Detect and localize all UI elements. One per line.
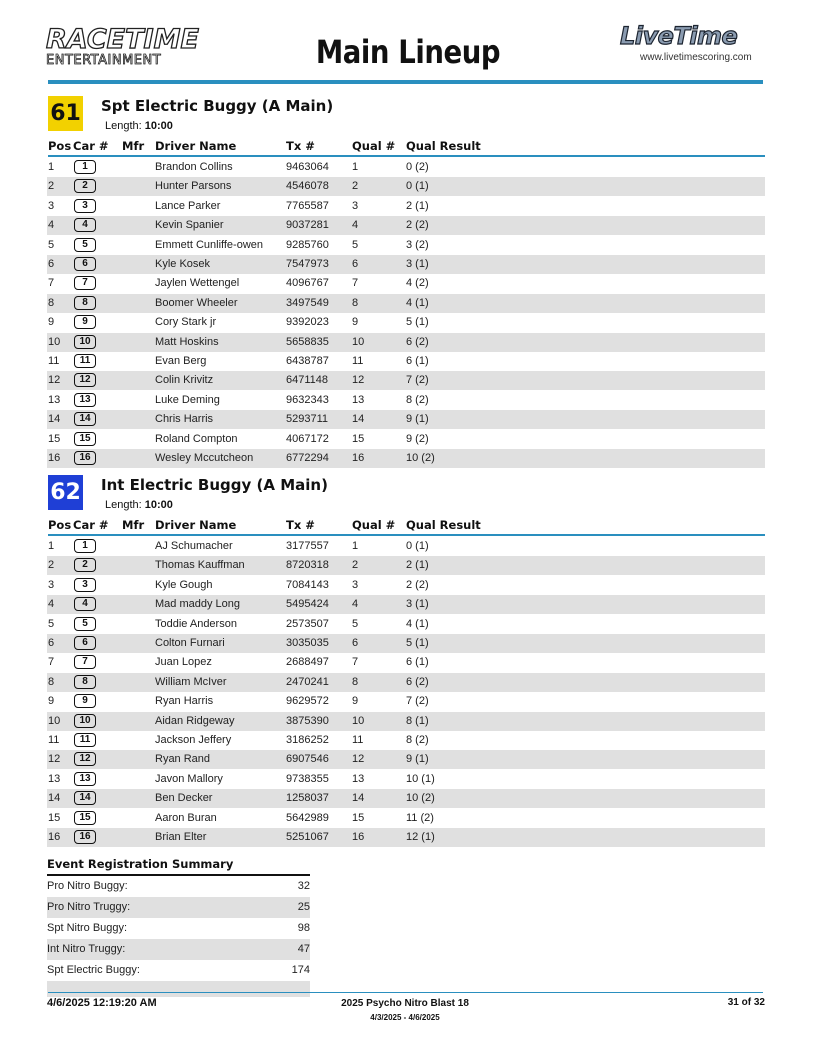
qual-number-cell: 7 bbox=[352, 656, 359, 669]
driver-name-cell: Cory Stark jr bbox=[155, 316, 217, 329]
table-row bbox=[47, 255, 765, 274]
transponder-cell: 3177557 bbox=[286, 540, 329, 552]
qual-number-cell: 12 bbox=[352, 374, 365, 387]
qual-result-cell: 10 (2) bbox=[406, 452, 435, 464]
transponder-cell: 9463064 bbox=[286, 161, 329, 173]
qual-result-cell: 3 (1) bbox=[406, 598, 429, 611]
qual-number-cell: 11 bbox=[352, 734, 364, 746]
transponder-cell: 5642989 bbox=[286, 811, 329, 824]
driver-name-cell: Thomas Kauffman bbox=[155, 559, 245, 572]
car-number-badge: 11 bbox=[74, 354, 96, 368]
car-number-badge: 13 bbox=[74, 772, 96, 786]
column-header-mfr: Mfr bbox=[122, 518, 145, 532]
qual-result-cell: 4 (1) bbox=[406, 617, 429, 630]
qual-result-cell: 4 (2) bbox=[406, 277, 429, 290]
qual-result-cell: 2 (1) bbox=[406, 559, 429, 572]
summary-row bbox=[47, 981, 310, 997]
transponder-cell: 3186252 bbox=[286, 734, 329, 746]
driver-name-cell: Ryan Rand bbox=[155, 753, 211, 766]
driver-name-cell: Brandon Collins bbox=[155, 161, 233, 173]
qual-number-cell: 14 bbox=[352, 792, 365, 805]
race-length-value: 10:00 bbox=[144, 499, 173, 511]
summary-class-label: Int Nitro Truggy: bbox=[47, 943, 126, 955]
table-row bbox=[47, 556, 765, 575]
qual-number-cell: 9 bbox=[352, 316, 359, 329]
table-row bbox=[47, 313, 765, 332]
qual-result-cell: 6 (2) bbox=[406, 675, 429, 688]
qual-number-cell: 1 bbox=[352, 161, 359, 173]
summary-row bbox=[47, 918, 310, 939]
logo-left-subtitle: ENTERTAINMENT bbox=[46, 53, 162, 68]
driver-name-cell: Javon Mallory bbox=[155, 772, 223, 785]
position-cell: 6 bbox=[48, 637, 55, 649]
table-row bbox=[47, 673, 765, 692]
position-cell: 12 bbox=[48, 374, 61, 387]
qual-number-cell: 13 bbox=[352, 772, 365, 785]
column-header-pos: Pos bbox=[48, 139, 72, 153]
column-header-pos: Pos bbox=[48, 518, 72, 532]
qual-result-cell: 6 (1) bbox=[406, 355, 429, 367]
event-name: 2025 Psycho Nitro Blast 18 bbox=[341, 998, 469, 1009]
column-header-qual: Qual # bbox=[352, 518, 396, 532]
position-cell: 9 bbox=[48, 316, 55, 329]
summary-row bbox=[47, 939, 310, 960]
position-cell: 16 bbox=[48, 831, 61, 843]
qual-result-cell: 8 (2) bbox=[406, 734, 429, 746]
table-row bbox=[47, 371, 765, 390]
table-row bbox=[47, 333, 765, 352]
position-cell: 1 bbox=[48, 161, 55, 173]
qual-result-cell: 7 (2) bbox=[406, 695, 429, 708]
transponder-cell: 9285760 bbox=[286, 238, 329, 251]
driver-name-cell: Emmett Cunliffe-owen bbox=[155, 238, 264, 251]
transponder-cell: 5658835 bbox=[286, 335, 329, 348]
table-row bbox=[47, 731, 765, 750]
position-cell: 4 bbox=[48, 598, 55, 611]
transponder-cell: 3497549 bbox=[286, 296, 329, 309]
driver-name-cell: Chris Harris bbox=[155, 413, 214, 426]
qual-number-cell: 3 bbox=[352, 199, 359, 212]
table-row bbox=[47, 789, 765, 808]
summary-class-label: Spt Nitro Buggy: bbox=[47, 922, 128, 934]
qual-number-cell: 7 bbox=[352, 277, 359, 290]
driver-name-cell: William McIver bbox=[155, 675, 227, 688]
transponder-cell: 4067172 bbox=[286, 432, 329, 445]
position-cell: 4 bbox=[48, 219, 55, 232]
qual-result-cell: 7 (2) bbox=[406, 374, 429, 387]
summary-class-count: 32 bbox=[297, 880, 310, 892]
qual-result-cell: 8 (2) bbox=[406, 393, 429, 406]
qual-number-cell: 5 bbox=[352, 617, 359, 630]
car-number-badge: 7 bbox=[74, 276, 96, 290]
driver-name-cell: Mad maddy Long bbox=[155, 598, 240, 611]
transponder-cell: 8720318 bbox=[286, 559, 329, 572]
position-cell: 9 bbox=[48, 695, 55, 708]
qual-number-cell: 10 bbox=[352, 335, 365, 348]
driver-name-cell: Luke Deming bbox=[155, 393, 220, 406]
table-row bbox=[47, 391, 765, 410]
table-row bbox=[47, 809, 765, 828]
qual-result-cell: 3 (2) bbox=[406, 238, 429, 251]
transponder-cell: 6907546 bbox=[286, 753, 329, 766]
transponder-cell: 9632343 bbox=[286, 393, 329, 406]
page-number: 31 of 32 bbox=[727, 997, 765, 1008]
position-cell: 7 bbox=[48, 656, 55, 669]
table-row bbox=[47, 449, 765, 468]
position-cell: 7 bbox=[48, 277, 55, 290]
table-header-divider bbox=[48, 155, 765, 157]
car-number-badge: 14 bbox=[74, 791, 96, 805]
column-header-tx: Tx # bbox=[286, 518, 315, 532]
qual-result-cell: 9 (2) bbox=[406, 432, 429, 445]
transponder-cell: 9392023 bbox=[286, 316, 329, 329]
summary-class-count: 47 bbox=[297, 943, 310, 955]
car-number-badge: 16 bbox=[74, 451, 96, 465]
qual-result-cell: 10 (1) bbox=[406, 772, 435, 785]
position-cell: 13 bbox=[48, 772, 61, 785]
position-cell: 14 bbox=[48, 413, 61, 426]
driver-name-cell: Kyle Kosek bbox=[155, 258, 211, 270]
transponder-cell: 9629572 bbox=[286, 695, 329, 708]
position-cell: 14 bbox=[48, 792, 61, 805]
position-cell: 11 bbox=[48, 355, 60, 367]
table-row bbox=[47, 653, 765, 672]
position-cell: 15 bbox=[48, 811, 61, 824]
transponder-cell: 2688497 bbox=[286, 656, 329, 669]
table-row bbox=[47, 274, 765, 293]
qual-number-cell: 6 bbox=[352, 637, 359, 649]
car-number-badge: 2 bbox=[74, 558, 96, 572]
qual-result-cell: 6 (1) bbox=[406, 656, 429, 669]
table-row bbox=[47, 692, 765, 711]
table-row bbox=[47, 430, 765, 449]
qual-result-cell: 2 (2) bbox=[406, 578, 429, 591]
summary-class-count: 25 bbox=[297, 901, 310, 913]
qual-result-cell: 3 (1) bbox=[406, 258, 429, 270]
transponder-cell: 5251067 bbox=[286, 831, 329, 843]
car-number-badge: 1 bbox=[74, 539, 96, 553]
qual-result-cell: 5 (1) bbox=[406, 637, 429, 649]
transponder-cell: 6772294 bbox=[286, 452, 329, 464]
table-row bbox=[47, 595, 765, 614]
qual-number-cell: 8 bbox=[352, 296, 359, 309]
qual-result-cell: 4 (1) bbox=[406, 296, 429, 309]
car-number-badge: 15 bbox=[74, 432, 96, 446]
car-number-badge: 4 bbox=[74, 218, 96, 232]
transponder-cell: 5495424 bbox=[286, 598, 329, 611]
driver-name-cell: Matt Hoskins bbox=[155, 335, 219, 348]
car-number-badge: 1 bbox=[74, 160, 96, 174]
event-dates: 4/3/2025 - 4/6/2025 bbox=[370, 1013, 440, 1022]
qual-result-cell: 2 (2) bbox=[406, 219, 429, 232]
position-cell: 12 bbox=[48, 753, 61, 766]
car-number-badge: 11 bbox=[74, 733, 96, 747]
table-header-divider bbox=[48, 534, 765, 536]
race-length-label: Length: bbox=[105, 120, 142, 132]
qual-number-cell: 5 bbox=[352, 238, 359, 251]
car-number-badge: 13 bbox=[74, 393, 96, 407]
car-number-badge: 3 bbox=[74, 578, 96, 592]
transponder-cell: 3875390 bbox=[286, 714, 329, 727]
transponder-cell: 2573507 bbox=[286, 617, 329, 630]
qual-result-cell: 0 (2) bbox=[406, 161, 429, 173]
position-cell: 15 bbox=[48, 432, 61, 445]
summary-class-label: Pro Nitro Truggy: bbox=[47, 901, 131, 913]
summary-row bbox=[47, 960, 310, 981]
livetime-url: www.livetimescoring.com bbox=[640, 52, 752, 63]
event-info bbox=[300, 998, 510, 1022]
car-number-badge: 5 bbox=[74, 238, 96, 252]
transponder-cell: 5293711 bbox=[286, 413, 329, 426]
qual-number-cell: 16 bbox=[352, 831, 365, 843]
transponder-cell: 9037281 bbox=[286, 219, 329, 232]
position-cell: 11 bbox=[48, 734, 60, 746]
race-length-value: 10:00 bbox=[144, 120, 173, 132]
car-number-badge: 6 bbox=[74, 636, 96, 650]
table-row bbox=[47, 236, 765, 255]
racetime-logo bbox=[46, 24, 199, 69]
header-divider bbox=[48, 80, 763, 84]
table-row bbox=[47, 352, 765, 371]
transponder-cell: 3035035 bbox=[286, 637, 329, 649]
column-header-car: Car # bbox=[73, 139, 109, 153]
column-header-qual: Qual # bbox=[352, 139, 396, 153]
transponder-cell: 1258037 bbox=[286, 792, 329, 805]
position-cell: 5 bbox=[48, 238, 55, 251]
table-row bbox=[47, 750, 765, 769]
table-row bbox=[47, 216, 765, 235]
qual-result-cell: 0 (1) bbox=[406, 540, 429, 552]
car-number-badge: 14 bbox=[74, 412, 96, 426]
driver-name-cell: Kyle Gough bbox=[155, 578, 213, 591]
position-cell: 6 bbox=[48, 258, 55, 270]
table-row bbox=[47, 712, 765, 731]
summary-row bbox=[47, 897, 310, 918]
summary-class-count: 98 bbox=[297, 922, 310, 934]
qual-number-cell: 6 bbox=[352, 258, 359, 270]
footer-divider bbox=[48, 992, 763, 993]
driver-name-cell: Lance Parker bbox=[155, 199, 221, 212]
table-row bbox=[47, 537, 765, 556]
qual-number-cell: 4 bbox=[352, 219, 359, 232]
livetime-wordmark: LiveTime bbox=[620, 22, 738, 50]
driver-name-cell: AJ Schumacher bbox=[155, 540, 233, 552]
race-number-badge: 62 bbox=[48, 475, 83, 510]
table-row bbox=[47, 294, 765, 313]
car-number-badge: 12 bbox=[74, 752, 96, 766]
qual-result-cell: 5 (1) bbox=[406, 316, 429, 329]
qual-result-cell: 9 (1) bbox=[406, 413, 429, 426]
car-number-badge: 8 bbox=[74, 675, 96, 689]
transponder-cell: 7765587 bbox=[286, 199, 329, 212]
driver-name-cell: Aidan Ridgeway bbox=[155, 714, 235, 727]
qual-result-cell: 0 (1) bbox=[406, 180, 429, 193]
position-cell: 3 bbox=[48, 578, 55, 591]
qual-number-cell: 10 bbox=[352, 714, 365, 727]
driver-name-cell: Jaylen Wettengel bbox=[155, 277, 240, 290]
summary-class-count: 174 bbox=[291, 964, 310, 976]
driver-name-cell: Colin Krivitz bbox=[155, 374, 214, 387]
driver-name-cell: Juan Lopez bbox=[155, 656, 212, 669]
qual-number-cell: 8 bbox=[352, 675, 359, 688]
position-cell: 5 bbox=[48, 617, 55, 630]
qual-number-cell: 3 bbox=[352, 578, 359, 591]
column-header-tx: Tx # bbox=[286, 139, 315, 153]
table-row bbox=[47, 197, 765, 216]
driver-name-cell: Ben Decker bbox=[155, 792, 213, 805]
qual-result-cell: 10 (2) bbox=[406, 792, 435, 805]
driver-name-cell: Colton Furnari bbox=[155, 637, 225, 649]
column-header-mfr: Mfr bbox=[122, 139, 145, 153]
table-row bbox=[47, 615, 765, 634]
driver-name-cell: Jackson Jeffery bbox=[155, 734, 232, 746]
qual-number-cell: 2 bbox=[352, 559, 359, 572]
qual-result-cell: 9 (1) bbox=[406, 753, 429, 766]
summary-class-label: Pro Nitro Buggy: bbox=[47, 880, 128, 892]
transponder-cell: 2470241 bbox=[286, 675, 329, 688]
position-cell: 13 bbox=[48, 393, 61, 406]
column-header-car: Car # bbox=[73, 518, 109, 532]
page-title: Main Lineup bbox=[315, 33, 501, 71]
car-number-badge: 8 bbox=[74, 296, 96, 310]
driver-name-cell: Toddie Anderson bbox=[155, 617, 237, 630]
position-cell: 2 bbox=[48, 559, 55, 572]
livetime-logo bbox=[620, 22, 764, 63]
qual-number-cell: 15 bbox=[352, 811, 365, 824]
car-number-badge: 4 bbox=[74, 597, 96, 611]
driver-name-cell: Kevin Spanier bbox=[155, 219, 224, 232]
qual-result-cell: 11 (2) bbox=[406, 811, 434, 824]
driver-name-cell: Roland Compton bbox=[155, 432, 238, 445]
race-title: Int Electric Buggy (A Main) bbox=[101, 476, 328, 494]
position-cell: 10 bbox=[48, 714, 61, 727]
position-cell: 3 bbox=[48, 199, 55, 212]
transponder-cell: 9738355 bbox=[286, 772, 329, 785]
position-cell: 1 bbox=[48, 540, 55, 552]
race-length bbox=[105, 120, 173, 132]
table-row bbox=[47, 158, 765, 177]
table-row bbox=[47, 634, 765, 653]
position-cell: 10 bbox=[48, 335, 61, 348]
table-row bbox=[47, 576, 765, 595]
qual-number-cell: 15 bbox=[352, 432, 365, 445]
driver-name-cell: Aaron Buran bbox=[155, 811, 217, 824]
race-number-badge: 61 bbox=[48, 96, 83, 131]
column-header-driver: Driver Name bbox=[155, 139, 237, 153]
column-header-result: Qual Result bbox=[406, 518, 481, 532]
qual-number-cell: 12 bbox=[352, 753, 365, 766]
position-cell: 2 bbox=[48, 180, 55, 193]
table-row bbox=[47, 770, 765, 789]
column-header-driver: Driver Name bbox=[155, 518, 237, 532]
transponder-cell: 6471148 bbox=[286, 374, 329, 387]
qual-number-cell: 14 bbox=[352, 413, 365, 426]
summary-title: Event Registration Summary bbox=[47, 857, 234, 871]
race-length-label: Length: bbox=[105, 499, 142, 511]
car-number-badge: 3 bbox=[74, 199, 96, 213]
car-number-badge: 9 bbox=[74, 315, 96, 329]
driver-name-cell: Brian Elter bbox=[155, 831, 207, 843]
qual-number-cell: 13 bbox=[352, 393, 365, 406]
position-cell: 16 bbox=[48, 452, 61, 464]
summary-class-label: Spt Electric Buggy: bbox=[47, 964, 140, 976]
car-number-badge: 5 bbox=[74, 617, 96, 631]
driver-name-cell: Evan Berg bbox=[155, 355, 207, 367]
race-title: Spt Electric Buggy (A Main) bbox=[101, 97, 334, 115]
position-cell: 8 bbox=[48, 296, 55, 309]
summary-row bbox=[47, 876, 310, 897]
qual-number-cell: 2 bbox=[352, 180, 359, 193]
qual-number-cell: 16 bbox=[352, 452, 365, 464]
qual-number-cell: 11 bbox=[352, 355, 364, 367]
transponder-cell: 4096767 bbox=[286, 277, 329, 290]
qual-result-cell: 6 (2) bbox=[406, 335, 429, 348]
qual-number-cell: 9 bbox=[352, 695, 359, 708]
driver-name-cell: Ryan Harris bbox=[155, 695, 214, 708]
car-number-badge: 10 bbox=[74, 335, 96, 349]
car-number-badge: 6 bbox=[74, 257, 96, 271]
car-number-badge: 2 bbox=[74, 179, 96, 193]
car-number-badge: 15 bbox=[74, 811, 96, 825]
qual-result-cell: 8 (1) bbox=[406, 714, 429, 727]
table-row bbox=[47, 410, 765, 429]
driver-name-cell: Wesley Mccutcheon bbox=[155, 452, 254, 464]
qual-number-cell: 1 bbox=[352, 540, 359, 552]
printed-timestamp: 4/6/2025 12:19:20 AM bbox=[47, 997, 157, 1009]
transponder-cell: 7084143 bbox=[286, 578, 329, 591]
table-row bbox=[47, 177, 765, 196]
race-length bbox=[105, 499, 173, 511]
transponder-cell: 6438787 bbox=[286, 355, 329, 367]
car-number-badge: 16 bbox=[74, 830, 96, 844]
position-cell: 8 bbox=[48, 675, 55, 688]
transponder-cell: 7547973 bbox=[286, 258, 329, 270]
car-number-badge: 10 bbox=[74, 714, 96, 728]
driver-name-cell: Boomer Wheeler bbox=[155, 296, 238, 309]
table-row bbox=[47, 828, 765, 847]
qual-result-cell: 12 (1) bbox=[406, 831, 435, 843]
car-number-badge: 12 bbox=[74, 373, 96, 387]
car-number-badge: 9 bbox=[74, 694, 96, 708]
qual-number-cell: 4 bbox=[352, 598, 359, 611]
driver-name-cell: Hunter Parsons bbox=[155, 180, 232, 193]
logo-left-wordmark: RACETIME bbox=[46, 24, 199, 55]
column-header-result: Qual Result bbox=[406, 139, 481, 153]
qual-result-cell: 2 (1) bbox=[406, 199, 429, 212]
transponder-cell: 4546078 bbox=[286, 180, 329, 193]
car-number-badge: 7 bbox=[74, 655, 96, 669]
